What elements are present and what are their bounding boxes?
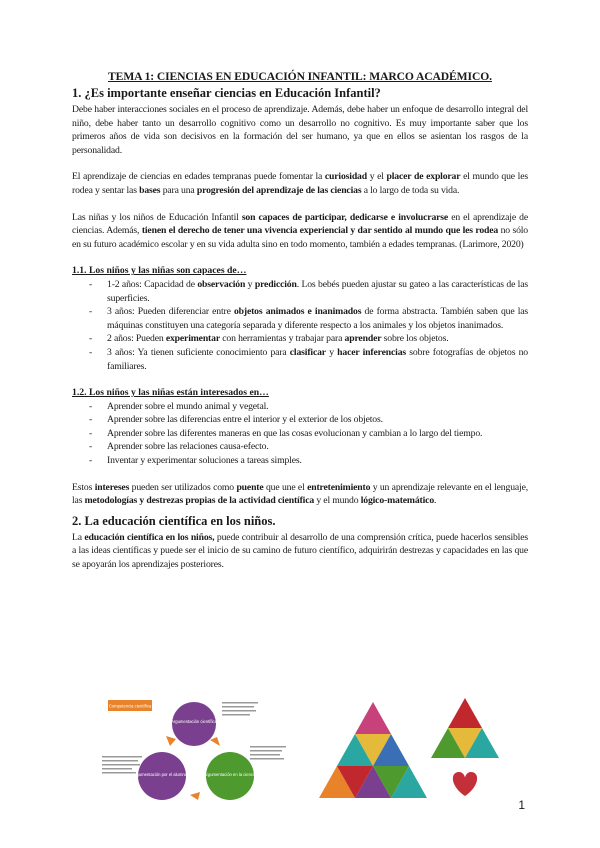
list-item: - 3 años: Ya tienen suficiente conocimiento para clasificar y hacer inferencias sobre fotografías de objetos no familiares. [107,346,528,373]
small-triangle-heart [430,696,500,806]
left-notes [102,756,142,774]
list-item: - 2 años: Pueden experimentar con herramientas y trabajar para aprender sobre los objetos. [107,332,528,346]
document-title: TEMA 1: CIENCIAS EN EDUCACIÓN INFANTIL: MARCO ACADÉMICO. [108,70,492,83]
list-item: - Aprender sobre las relaciones causa-efecto. [107,440,528,454]
section-1-heading: 1. ¿Es importante enseñar ciencias en Educación Infantil? [72,86,381,100]
pyramid-diagram [318,696,428,806]
science-cycle-diagram [90,696,310,806]
interests-list [72,400,528,468]
capabilities-list [72,278,528,373]
cycle-node-top-label: Argumentación científica [171,719,217,724]
cycle-label: Competencia científica [108,703,152,709]
list-item: - 3 años: Pueden diferenciar entre objetos animados e inanimados de forma abstracta. También saben que las máquinas constituyen una categoría separada y diferente respecto a los animales y los objetos inanimados. [107,305,528,332]
section-1-paragraph-3: Las niñas y los niños de Educación Infantil son capaces de participar, dedicarse e involucrarse en el aprendizaje de ciencias. Además, tienen el derecho de tener una vivencia experiencial y dar sentido al mundo que les rodea no sólo en su futuro académico escolar y en su vida adulta sino en todo momento, también a edades tempranas. (Larimore, 2020) [72,211,528,250]
cycle-arrow-1 [210,737,220,746]
heart-icon [453,772,477,796]
document-page [72,70,528,572]
cycle-arrow-2 [190,792,200,800]
cycle-node-right-label: Argumentación en la ciencia [203,772,257,777]
list-item: - Aprender sobre las diferentes maneras en que las cosas evolucionan y cambian a lo largo del tiempo. [107,427,528,441]
section-1-paragraph-2: El aprendizaje de ciencias en edades tempranas puede fomentar la curiosidad y el placer de explorar el mundo que les rodea y sentar las bases para una progresión del aprendizaje de las ciencias a lo largo de toda su vida. [72,171,528,196]
list-item: - 1-2 años: Capacidad de observación y predicción. Los bebés pueden ajustar su gateo a las características de las superficies. [107,278,528,305]
pyramid-segment [355,702,391,734]
page-number: 1 [518,798,525,812]
cycle-node-top [172,702,216,746]
cycle-node-left-label: Argumentación por el alumnado [132,772,192,777]
subsection-1-1-heading: 1.1. Los niños y las niñas son capaces de… [72,265,247,277]
subsection-1-2-heading: 1.2. Los niños y las niñas están interesados en… [72,387,269,399]
right-notes [222,702,286,760]
section-1-paragraph-1: Debe haber interacciones sociales en el proceso de aprendizaje. Además, debe haber un enfoque de desarrollo integral del niño, debe haber tanto un desarrollo cognitivo como un desarrollo no cognitivo. Es muy importante saber que los primeros años de vida son decisivos en la formación del ser humano, ya que en ellos se asientan los rasgos de la personalidad. [72,104,528,156]
list-item: - Aprender sobre las diferencias entre el interior y el exterior de los objetos. [107,413,528,427]
list-item: - Inventar y experimentar soluciones a tareas simples. [107,454,528,468]
cycle-arrow-3 [166,736,176,746]
list-item: - Aprender sobre el mundo animal y vegetal. [107,400,528,414]
section-1-paragraph-4: Estos intereses pueden ser utilizados como puente que une el entretenimiento y un aprendizaje relevante en el lenguaje, las metodologías y destrezas propias de la actividad científica y el mundo lógico-matemático. [72,481,528,507]
section-2-paragraph-1: La educación científica en los niños, puede contribuir al desarrollo de una comprensión crítica, puede hacerlos sensibles a las ideas científicas y puede ser el inicio de su camino de futuro científico, adquirirán destrezas y capacidades en las que se apoyarán los aprendizajes posteriores. [72,531,528,571]
figures-row [90,696,530,806]
section-2-heading: 2. La educación científica en los niños. [72,513,276,528]
small-triangle-segment [448,698,482,728]
